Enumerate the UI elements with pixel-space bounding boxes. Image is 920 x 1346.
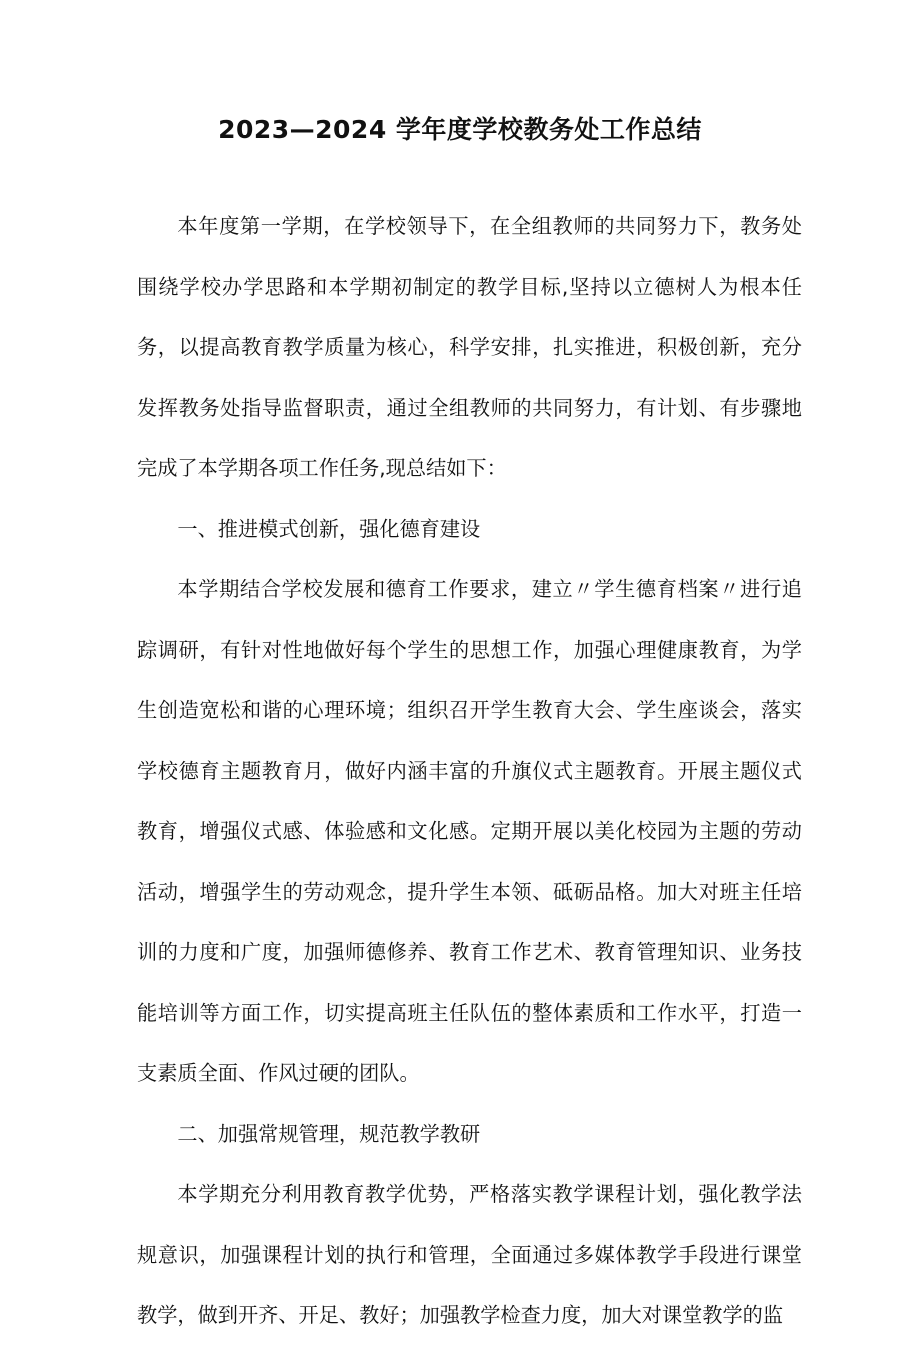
section-heading-2: 二、加强常规管理，规范教学教研 xyxy=(177,1121,481,1146)
document-body xyxy=(137,196,802,1346)
intro-paragraph: 本年度第一学期，在学校领导下，在全组教师的共同努力下，教务处围绕学校办学思路和本学期初制定的教学目标,坚持以立德树人为根本任务，以提高教育教学质量为核心，科学安排，扎实推进，积极创新，充分发挥教务处指导监督职责，通过全组教师的共同努力，有计划、有步骤地完成了本学期各项工作任务,现总结如下： xyxy=(137,214,802,480)
section-heading-1: 一、推进模式创新，强化德育建设 xyxy=(177,516,481,541)
document-title: 2023—2024 学年度学校教务处工作总结 xyxy=(218,115,702,144)
section-paragraph-2: 本学期充分利用教育教学优势，严格落实教学课程计划，强化教学法规意识，加强课程计划的执行和管理，全面通过多媒体教学手段进行课堂教学，做到开齐、开足、教好；加强教学检查力度，加大对课堂教学的监 xyxy=(137,1182,802,1327)
section-paragraph-1: 本学期结合学校发展和德育工作要求，建立〃学生德育档案〃进行追踪调研，有针对性地做好每个学生的思想工作，加强心理健康教育，为学生创造宽松和谐的心理环境；组织召开学生教育大会、学生座谈会，落实学校德育主题教育月，做好内涵丰富的升旗仪式主题教育。开展主题仪式教育，增强仪式感、体验感和文化感。定期开展以美化校园为主题的劳动活动，增强学生的劳动观念，提升学生本领、砥砺品格。加大对班主任培训的力度和广度，加强师德修养、教育工作艺术、教育管理知识、业务技能培训等方面工作，切实提高班主任队伍的整体素质和工作水平，打造一支素质全面、作风过硬的团队。 xyxy=(137,577,802,1085)
